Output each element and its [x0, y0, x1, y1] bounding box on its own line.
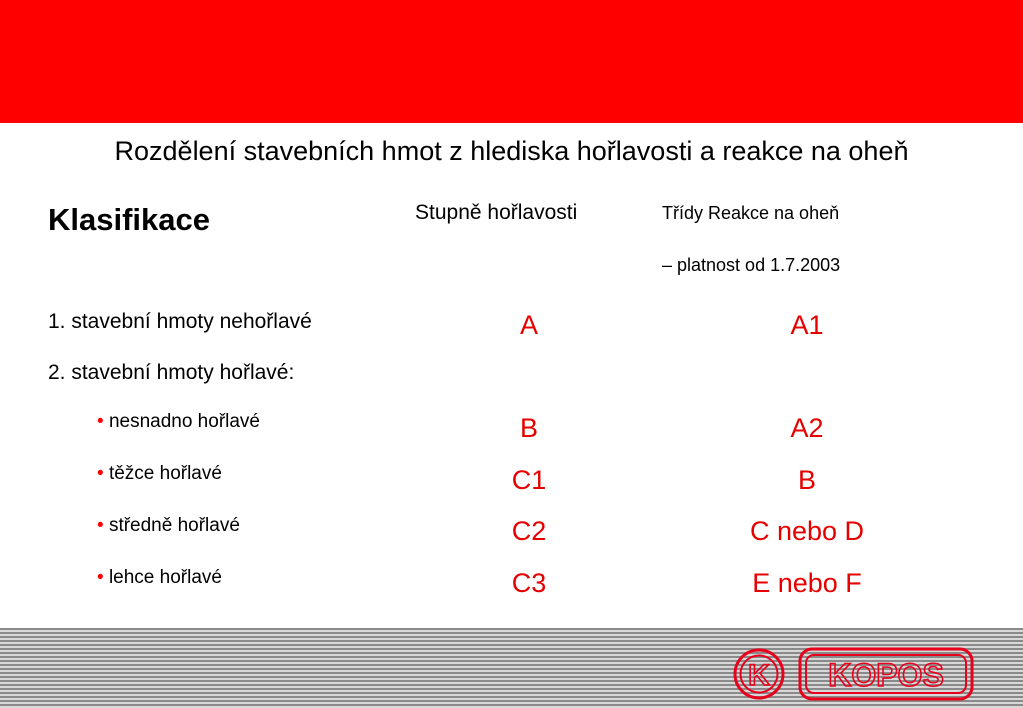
trida-value: A2: [790, 413, 824, 443]
stupen-value: B: [519, 413, 538, 443]
list-item: [97, 461, 222, 487]
trida-value: E nebo F: [752, 568, 862, 598]
klasifikace-heading: Klasifikace: [48, 202, 210, 237]
list-item: [97, 409, 260, 435]
list-item: [97, 565, 222, 591]
bullet-icon: •: [97, 411, 104, 432]
row-label-horlave: 2. stavební hmoty hořlavé:: [48, 361, 295, 384]
logo-wordmark: KOPOS: [828, 657, 944, 693]
row-label-nehorlave: 1. stavební hmoty nehořlavé: [48, 310, 312, 333]
kopos-logo: [732, 646, 977, 702]
list-item-label: těžce hořlavé: [108, 463, 222, 484]
bullet-icon: •: [97, 567, 104, 588]
bullet-icon: •: [97, 515, 104, 536]
header-band: [0, 0, 1023, 123]
trida-value: C nebo D: [749, 516, 865, 546]
stupen-value: A: [519, 310, 538, 340]
stupen-value: C1: [511, 465, 547, 495]
tridy-heading: Třídy Reakce na oheň: [662, 203, 840, 223]
stupne-heading: Stupně hořlavosti: [415, 201, 578, 224]
trida-value: A1: [790, 310, 824, 340]
page-title: Rozdělení stavebních hmot z hlediska hořlavosti a reakce na oheň: [114, 136, 909, 166]
tridy-validity-note: – platnost od 1.7.2003: [662, 255, 841, 275]
list-item-label: lehce hořlavé: [108, 567, 222, 588]
logo-letter: K: [748, 659, 770, 692]
list-item: [97, 513, 240, 539]
bullet-icon: •: [97, 463, 104, 484]
stupen-value: C2: [511, 516, 547, 546]
trida-value: B: [797, 465, 816, 495]
list-item-label: nesnadno hořlavé: [108, 411, 261, 432]
stupen-value: C3: [511, 568, 547, 598]
list-item-label: středně hořlavé: [108, 515, 240, 536]
